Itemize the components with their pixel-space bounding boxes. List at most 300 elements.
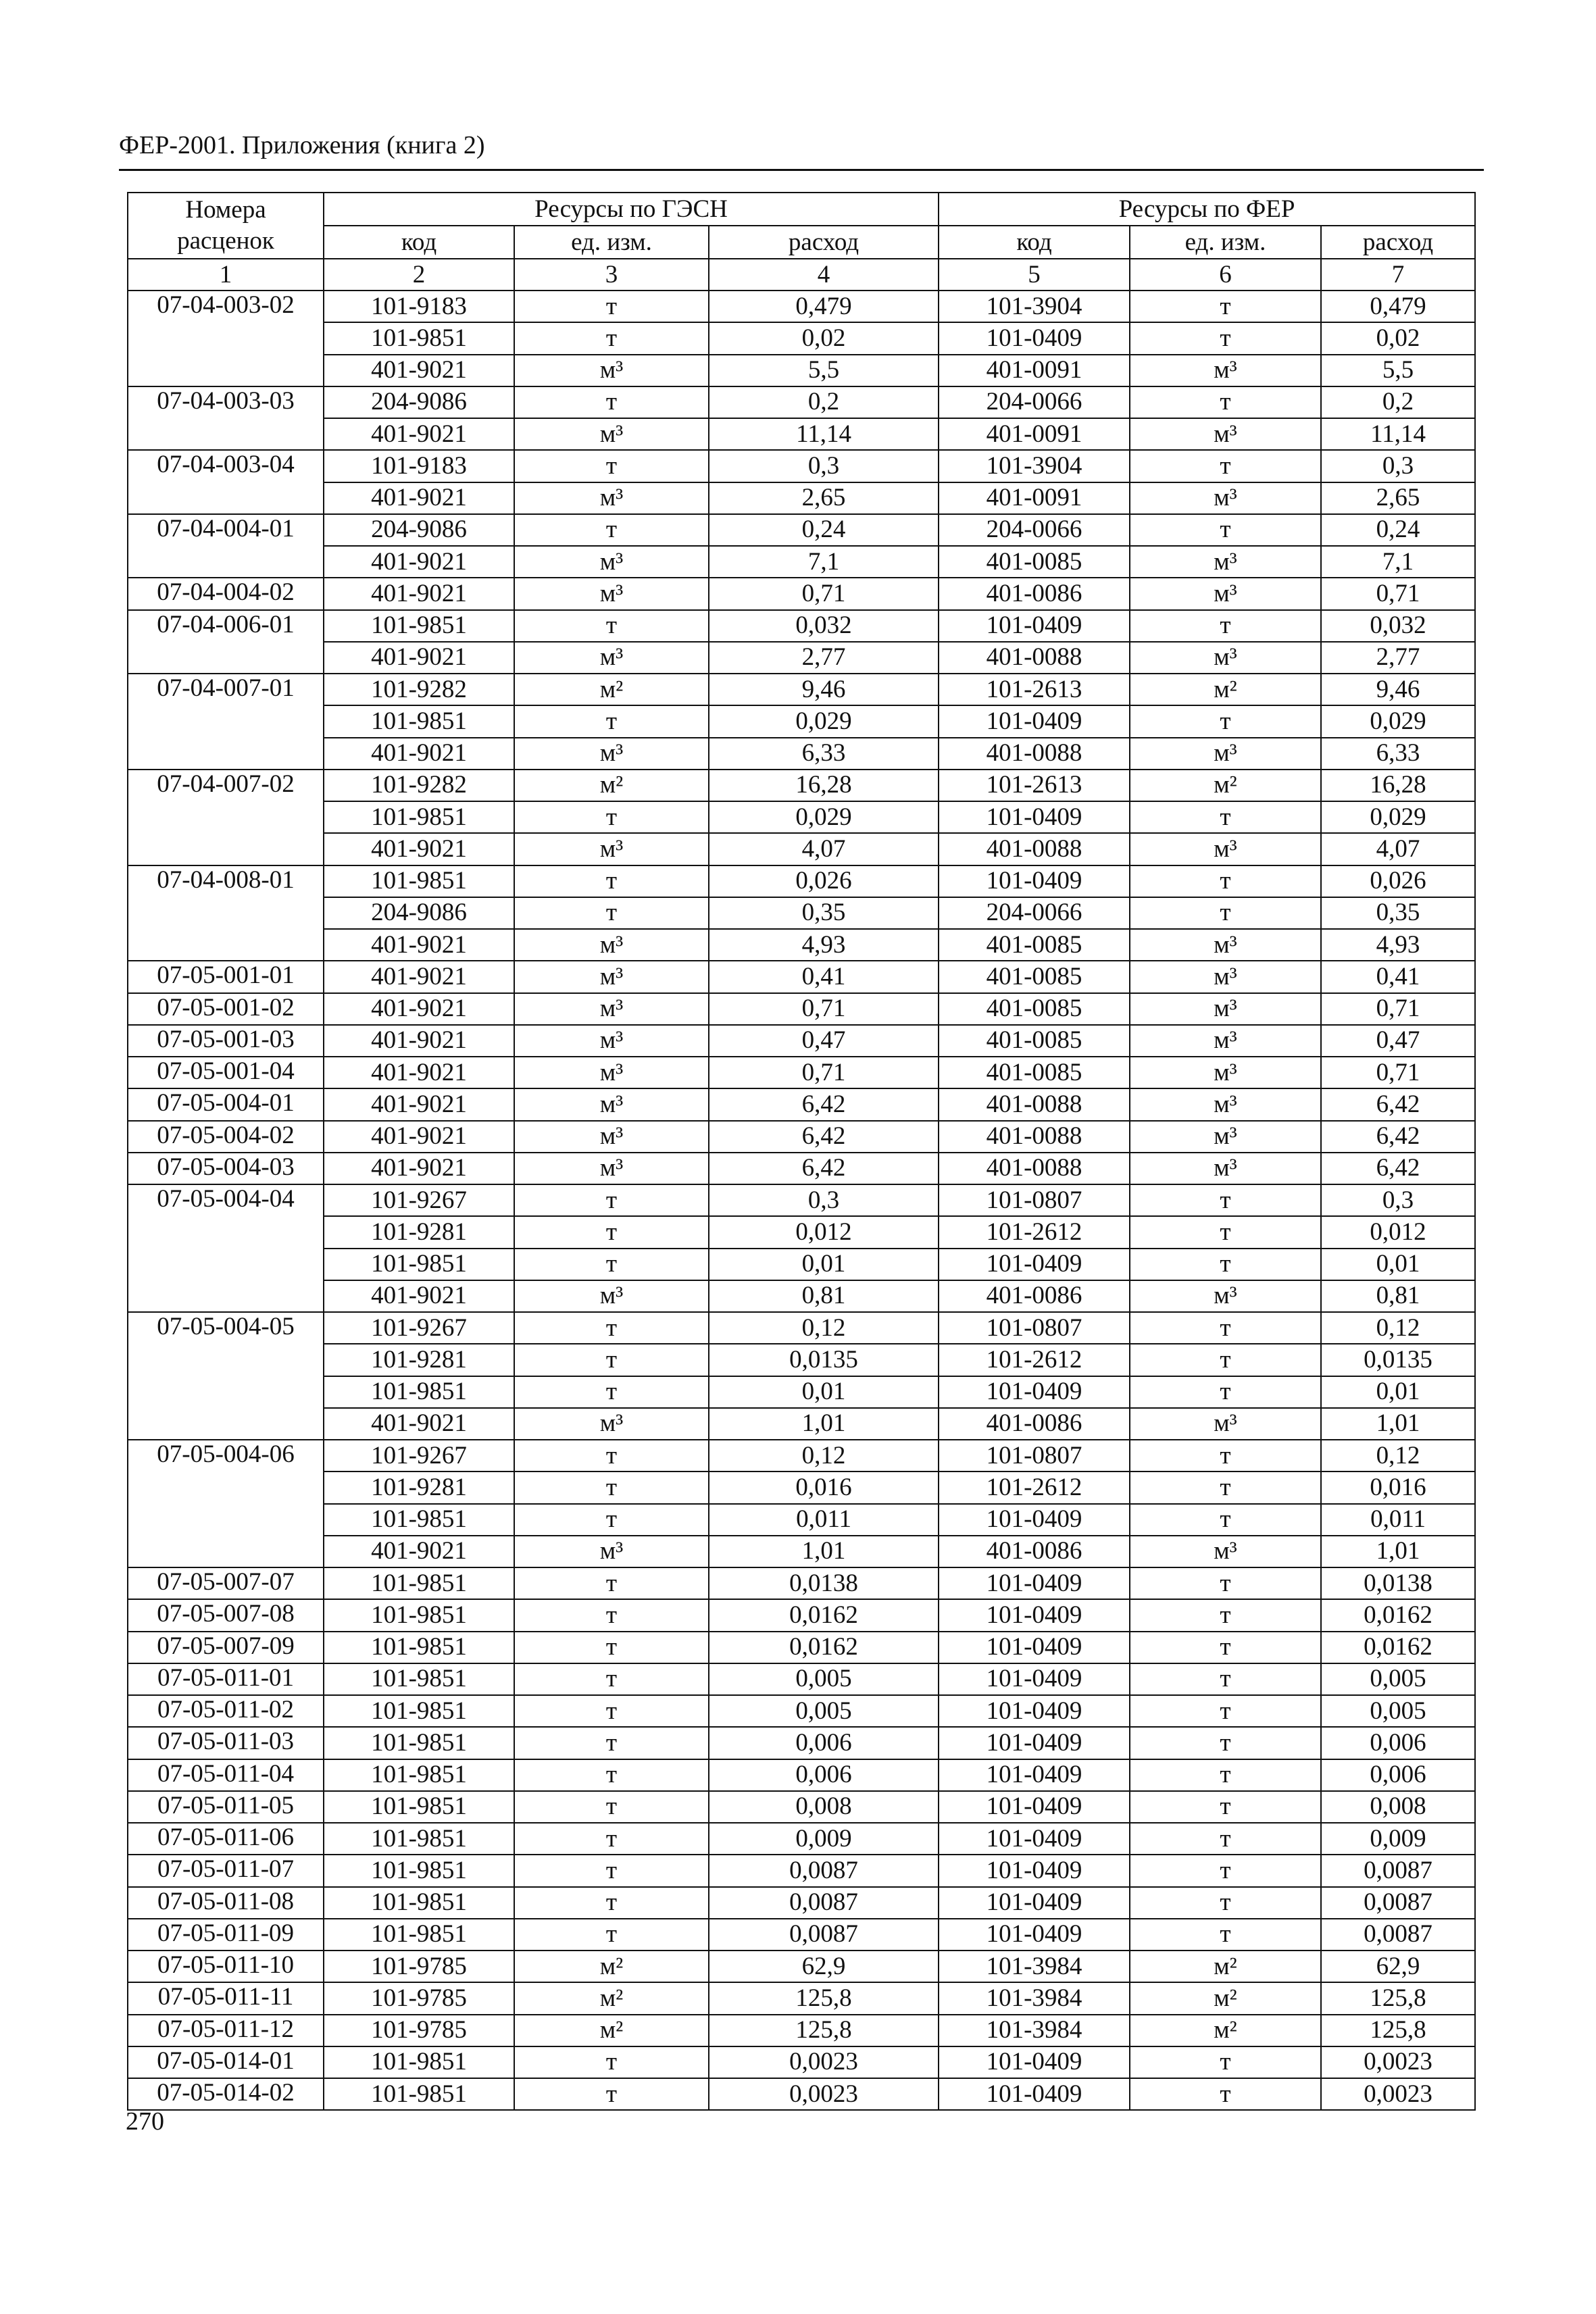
gesn-unit-cell: т [514,1344,709,1376]
gesn-code-cell: 401-9021 [324,993,514,1025]
table-row [128,1472,1475,1503]
fer-amount-cell: 0,009 [1321,1823,1475,1855]
fer-code-cell: 401-0088 [939,833,1130,865]
gesn-code-cell: 101-9281 [324,1216,514,1248]
fer-code-cell: 101-0807 [939,1312,1130,1344]
fer-unit-cell: м³ [1130,546,1321,578]
fer-code-cell: 204-0066 [939,514,1130,546]
table-row [128,1216,1475,1248]
fer-unit-cell: т [1130,450,1321,482]
fer-code-cell: 101-0409 [939,1599,1130,1631]
gesn-amount-cell: 0,24 [709,514,939,546]
table-row [128,1982,1475,2014]
gesn-amount-cell: 0,006 [709,1727,939,1759]
table-row [128,450,1475,482]
fer-amount-cell: 0,029 [1321,801,1475,833]
gesn-unit-cell: м³ [514,1025,709,1057]
fer-unit-cell: м² [1130,2015,1321,2046]
table-row [128,418,1475,450]
gesn-unit-cell: м³ [514,578,709,609]
gesn-amount-cell: 0,005 [709,1663,939,1695]
gesn-code-cell: 101-9851 [324,2046,514,2078]
gesn-unit-cell: т [514,1599,709,1631]
header-fer-code: код [939,226,1130,259]
fer-amount-cell: 9,46 [1321,674,1475,705]
fer-code-cell: 401-0088 [939,1088,1130,1120]
gesn-unit-cell: м³ [514,642,709,674]
fer-unit-cell: м³ [1130,961,1321,992]
fer-unit-cell: т [1130,1344,1321,1376]
gesn-unit-cell: т [514,1472,709,1503]
gesn-amount-cell: 2,77 [709,642,939,674]
fer-code-cell: 101-3984 [939,1951,1130,1982]
gesn-amount-cell: 0,032 [709,610,939,642]
gesn-amount-cell: 0,0023 [709,2046,939,2078]
fer-unit-cell: м³ [1130,482,1321,514]
table-row [128,1504,1475,1536]
rate-number-cell: 07-05-011-04 [128,1759,324,1791]
rate-number-cell: 07-05-004-05 [128,1312,324,1440]
table-row [128,1312,1475,1344]
table-row [128,1025,1475,1057]
gesn-code-cell: 401-9021 [324,1153,514,1184]
gesn-code-cell: 401-9021 [324,578,514,609]
gesn-code-cell: 101-9851 [324,1727,514,1759]
gesn-amount-cell: 1,01 [709,1536,939,1567]
fer-unit-cell: т [1130,1599,1321,1631]
fer-amount-cell: 0,71 [1321,993,1475,1025]
fer-code-cell: 401-0085 [939,1057,1130,1088]
fer-unit-cell: т [1130,897,1321,929]
gesn-amount-cell: 0,006 [709,1759,939,1791]
gesn-unit-cell: т [514,514,709,546]
rate-number-cell: 07-05-004-04 [128,1184,324,1312]
fer-code-cell: 101-2612 [939,1216,1130,1248]
fer-amount-cell: 6,42 [1321,1121,1475,1153]
gesn-amount-cell: 0,71 [709,578,939,609]
fer-unit-cell: т [1130,1887,1321,1919]
fer-unit-cell: т [1130,801,1321,833]
column-numbers-row [128,259,1475,291]
gesn-code-cell: 401-9021 [324,1057,514,1088]
table-row [128,738,1475,770]
gesn-unit-cell: т [514,1855,709,1886]
fer-amount-cell: 125,8 [1321,2015,1475,2046]
gesn-code-cell: 401-9021 [324,1408,514,1440]
fer-amount-cell: 7,1 [1321,546,1475,578]
gesn-unit-cell: т [514,1184,709,1216]
fer-unit-cell: м³ [1130,833,1321,865]
gesn-code-cell: 401-9021 [324,961,514,992]
gesn-amount-cell: 0,47 [709,1025,939,1057]
fer-amount-cell: 0,005 [1321,1663,1475,1695]
gesn-code-cell: 101-9851 [324,865,514,897]
gesn-unit-cell: т [514,291,709,322]
gesn-amount-cell: 0,029 [709,801,939,833]
gesn-unit-cell: т [514,1791,709,1823]
gesn-amount-cell: 0,3 [709,450,939,482]
rate-number-cell: 07-05-011-12 [128,2015,324,2046]
fer-amount-cell: 0,41 [1321,961,1475,992]
fer-amount-cell: 6,33 [1321,738,1475,770]
fer-code-cell: 101-2612 [939,1472,1130,1503]
rate-number-cell: 07-05-001-01 [128,961,324,992]
fer-code-cell: 101-3904 [939,291,1130,322]
fer-code-cell: 101-0409 [939,322,1130,354]
fer-amount-cell: 0,008 [1321,1791,1475,1823]
fer-code-cell: 101-3984 [939,1982,1130,2014]
fer-unit-cell: м² [1130,1951,1321,1982]
gesn-unit-cell: т [514,1249,709,1280]
gesn-unit-cell: м³ [514,482,709,514]
gesn-amount-cell: 0,0162 [709,1632,939,1663]
gesn-unit-cell: т [514,322,709,354]
table-row [128,482,1475,514]
gesn-amount-cell: 125,8 [709,2015,939,2046]
rate-number-cell: 07-05-011-05 [128,1791,324,1823]
gesn-unit-cell: т [514,865,709,897]
table-row [128,1088,1475,1120]
fer-code-cell: 101-0409 [939,1919,1130,1951]
gesn-amount-cell: 0,2 [709,386,939,418]
fer-unit-cell: м³ [1130,642,1321,674]
fer-amount-cell: 6,42 [1321,1153,1475,1184]
table-row [128,961,1475,992]
fer-code-cell: 101-0409 [939,865,1130,897]
fer-unit-cell: т [1130,1504,1321,1536]
gesn-amount-cell: 1,01 [709,1408,939,1440]
gesn-amount-cell: 0,0135 [709,1344,939,1376]
fer-amount-cell: 0,479 [1321,291,1475,322]
fer-unit-cell: т [1130,865,1321,897]
table-row [128,578,1475,609]
fer-amount-cell: 0,0138 [1321,1567,1475,1599]
rate-number-cell: 07-04-003-02 [128,291,324,386]
gesn-amount-cell: 0,41 [709,961,939,992]
rate-number-cell: 07-05-011-10 [128,1951,324,1982]
gesn-unit-cell: т [514,450,709,482]
fer-unit-cell: т [1130,1823,1321,1855]
gesn-amount-cell: 0,012 [709,1216,939,1248]
fer-code-cell: 101-0409 [939,1663,1130,1695]
fer-code-cell: 401-0085 [939,546,1130,578]
fer-amount-cell: 0,81 [1321,1280,1475,1312]
fer-code-cell: 401-0091 [939,482,1130,514]
gesn-code-cell: 204-9086 [324,386,514,418]
gesn-code-cell: 101-9851 [324,322,514,354]
fer-amount-cell: 0,0087 [1321,1919,1475,1951]
rate-number-cell: 07-05-007-08 [128,1599,324,1631]
gesn-unit-cell: т [514,2078,709,2110]
gesn-code-cell: 101-9851 [324,1919,514,1951]
gesn-code-cell: 401-9021 [324,1121,514,1153]
gesn-unit-cell: м³ [514,1536,709,1567]
fer-amount-cell: 6,42 [1321,1088,1475,1120]
gesn-code-cell: 204-9086 [324,514,514,546]
page-number: 270 [126,2107,164,2136]
gesn-code-cell: 401-9021 [324,738,514,770]
gesn-code-cell: 101-9267 [324,1440,514,1472]
fer-code-cell: 101-0409 [939,1249,1130,1280]
gesn-amount-cell: 0,71 [709,993,939,1025]
fer-amount-cell: 0,0162 [1321,1599,1475,1631]
gesn-unit-cell: м² [514,1982,709,2014]
fer-unit-cell: м³ [1130,1408,1321,1440]
gesn-amount-cell: 0,029 [709,705,939,737]
header-divider [119,169,1484,171]
gesn-amount-cell: 0,016 [709,1472,939,1503]
gesn-amount-cell: 6,33 [709,738,939,770]
gesn-code-cell: 101-9851 [324,1695,514,1727]
gesn-unit-cell: м³ [514,1057,709,1088]
table-row [128,2046,1475,2078]
gesn-unit-cell: м³ [514,961,709,992]
fer-unit-cell: т [1130,1695,1321,1727]
gesn-unit-cell: м³ [514,418,709,450]
rate-number-cell: 07-05-014-01 [128,2046,324,2078]
fer-amount-cell: 0,012 [1321,1216,1475,1248]
fer-code-cell: 401-0086 [939,1408,1130,1440]
gesn-unit-cell: т [514,386,709,418]
gesn-unit-cell: т [514,1695,709,1727]
gesn-amount-cell: 0,01 [709,1249,939,1280]
gesn-amount-cell: 0,0087 [709,1887,939,1919]
table-row [128,897,1475,929]
gesn-amount-cell: 0,0023 [709,2078,939,2110]
rate-number-cell: 07-04-007-02 [128,770,324,865]
fer-code-cell: 401-0091 [939,355,1130,386]
gesn-unit-cell: м³ [514,1088,709,1120]
table-row [128,1153,1475,1184]
gesn-unit-cell: т [514,1504,709,1536]
fer-unit-cell: т [1130,1727,1321,1759]
gesn-amount-cell: 0,02 [709,322,939,354]
rate-number-cell: 07-05-011-07 [128,1855,324,1886]
header-gesn-code: код [324,226,514,259]
header-fer-amount: расход [1321,226,1475,259]
gesn-code-cell: 101-9851 [324,1567,514,1599]
fer-code-cell: 101-3904 [939,450,1130,482]
gesn-unit-cell: м² [514,1951,709,1982]
gesn-code-cell: 401-9021 [324,1536,514,1567]
fer-amount-cell: 0,0087 [1321,1887,1475,1919]
gesn-code-cell: 401-9021 [324,418,514,450]
gesn-amount-cell: 0,008 [709,1791,939,1823]
gesn-code-cell: 101-9851 [324,1376,514,1408]
table-row [128,1344,1475,1376]
gesn-amount-cell: 0,479 [709,291,939,322]
gesn-unit-cell: м³ [514,1153,709,1184]
column-number: 3 [514,259,709,291]
gesn-amount-cell: 0,011 [709,1504,939,1536]
gesn-code-cell: 101-9851 [324,1823,514,1855]
fer-code-cell: 101-0409 [939,610,1130,642]
gesn-code-cell: 401-9021 [324,929,514,961]
fer-amount-cell: 1,01 [1321,1536,1475,1567]
fer-amount-cell: 0,029 [1321,705,1475,737]
gesn-amount-cell: 4,07 [709,833,939,865]
gesn-amount-cell: 6,42 [709,1153,939,1184]
fer-code-cell: 101-2612 [939,1344,1130,1376]
gesn-amount-cell: 0,35 [709,897,939,929]
fer-amount-cell: 2,65 [1321,482,1475,514]
fer-unit-cell: м³ [1130,993,1321,1025]
fer-code-cell: 204-0066 [939,897,1130,929]
fer-code-cell: 401-0088 [939,1153,1130,1184]
gesn-code-cell: 101-9785 [324,2015,514,2046]
gesn-unit-cell: т [514,2046,709,2078]
table-row [128,705,1475,737]
table-row [128,1536,1475,1567]
fer-amount-cell: 0,35 [1321,897,1475,929]
fer-unit-cell: м³ [1130,355,1321,386]
rate-number-cell: 07-05-011-11 [128,1982,324,2014]
fer-amount-cell: 5,5 [1321,355,1475,386]
fer-code-cell: 101-0807 [939,1440,1130,1472]
table-row [128,833,1475,865]
fer-amount-cell: 0,47 [1321,1025,1475,1057]
gesn-code-cell: 401-9021 [324,833,514,865]
fer-unit-cell: т [1130,2078,1321,2110]
rate-number-cell: 07-05-004-06 [128,1440,324,1567]
fer-amount-cell: 0,016 [1321,1472,1475,1503]
gesn-unit-cell: т [514,1823,709,1855]
gesn-code-cell: 101-9851 [324,1855,514,1886]
fer-amount-cell: 0,011 [1321,1504,1475,1536]
gesn-amount-cell: 0,026 [709,865,939,897]
fer-code-cell: 101-0409 [939,1791,1130,1823]
table-row [128,1440,1475,1472]
fer-code-cell: 101-3984 [939,2015,1130,2046]
table-row [128,1791,1475,1823]
fer-amount-cell: 11,14 [1321,418,1475,450]
gesn-code-cell: 101-9851 [324,1791,514,1823]
fer-amount-cell: 0,3 [1321,1184,1475,1216]
column-number: 5 [939,259,1130,291]
page-header-title: ФЕР-2001. Приложения (книга 2) [119,131,485,159]
gesn-amount-cell: 6,42 [709,1088,939,1120]
fer-code-cell: 101-0409 [939,705,1130,737]
gesn-amount-cell: 0,01 [709,1376,939,1408]
fer-code-cell: 101-0409 [939,1632,1130,1663]
table-row [128,1567,1475,1599]
rate-number-cell: 07-04-004-01 [128,514,324,578]
gesn-code-cell: 401-9021 [324,1088,514,1120]
table-row [128,1376,1475,1408]
gesn-amount-cell: 0,0087 [709,1919,939,1951]
fer-amount-cell: 0,02 [1321,322,1475,354]
table-row [128,1408,1475,1440]
gesn-unit-cell: м² [514,2015,709,2046]
gesn-code-cell: 101-9851 [324,1599,514,1631]
fer-code-cell: 401-0091 [939,418,1130,450]
gesn-unit-cell: м³ [514,1121,709,1153]
fer-unit-cell: т [1130,1791,1321,1823]
fer-amount-cell: 125,8 [1321,1982,1475,2014]
gesn-unit-cell: м² [514,770,709,801]
rate-number-cell: 07-04-004-02 [128,578,324,609]
gesn-unit-cell: т [514,1632,709,1663]
gesn-amount-cell: 9,46 [709,674,939,705]
gesn-unit-cell: т [514,1887,709,1919]
fer-code-cell: 401-0088 [939,738,1130,770]
fer-code-cell: 401-0085 [939,961,1130,992]
fer-code-cell: 401-0086 [939,1280,1130,1312]
gesn-amount-cell: 0,0138 [709,1567,939,1599]
gesn-amount-cell: 0,81 [709,1280,939,1312]
gesn-code-cell: 101-9851 [324,1504,514,1536]
gesn-code-cell: 401-9021 [324,355,514,386]
fer-code-cell: 401-0085 [939,929,1130,961]
gesn-amount-cell: 0,3 [709,1184,939,1216]
fer-unit-cell: т [1130,1440,1321,1472]
gesn-unit-cell: т [514,897,709,929]
fer-code-cell: 204-0066 [939,386,1130,418]
rate-number-cell: 07-05-007-09 [128,1632,324,1663]
fer-unit-cell: т [1130,705,1321,737]
fer-amount-cell: 0,01 [1321,1249,1475,1280]
fer-code-cell: 101-0409 [939,1727,1130,1759]
gesn-unit-cell: т [514,1216,709,1248]
fer-amount-cell: 0,0023 [1321,2078,1475,2110]
gesn-code-cell: 101-9282 [324,674,514,705]
fer-unit-cell: т [1130,1249,1321,1280]
fer-unit-cell: т [1130,1376,1321,1408]
gesn-amount-cell: 125,8 [709,1982,939,2014]
fer-amount-cell: 1,01 [1321,1408,1475,1440]
rate-number-cell: 07-05-011-09 [128,1919,324,1951]
fer-amount-cell: 0,0162 [1321,1632,1475,1663]
gesn-amount-cell: 0,0162 [709,1599,939,1631]
rate-number-cell: 07-05-004-03 [128,1153,324,1184]
table-row [128,929,1475,961]
fer-amount-cell: 0,026 [1321,865,1475,897]
fer-unit-cell: т [1130,1184,1321,1216]
table-row [128,1727,1475,1759]
gesn-unit-cell: т [514,1663,709,1695]
gesn-amount-cell: 62,9 [709,1951,939,1982]
fer-unit-cell: т [1130,1663,1321,1695]
fer-code-cell: 401-0086 [939,578,1130,609]
gesn-amount-cell: 0,71 [709,1057,939,1088]
gesn-unit-cell: м³ [514,929,709,961]
fer-amount-cell: 62,9 [1321,1951,1475,1982]
rate-number-cell: 07-05-011-06 [128,1823,324,1855]
fer-amount-cell: 0,24 [1321,514,1475,546]
gesn-code-cell: 101-9851 [324,1663,514,1695]
gesn-unit-cell: м³ [514,993,709,1025]
fer-unit-cell: т [1130,322,1321,354]
table-row [128,1121,1475,1153]
gesn-code-cell: 101-9183 [324,291,514,322]
rate-number-cell: 07-05-001-03 [128,1025,324,1057]
fer-unit-cell: т [1130,1759,1321,1791]
gesn-code-cell: 101-9851 [324,801,514,833]
rate-number-cell: 07-05-011-03 [128,1727,324,1759]
fer-unit-cell: т [1130,610,1321,642]
table-row [128,1184,1475,1216]
gesn-code-cell: 101-9785 [324,1951,514,1982]
fer-unit-cell: т [1130,386,1321,418]
fer-unit-cell: т [1130,2046,1321,2078]
fer-unit-cell: т [1130,291,1321,322]
gesn-amount-cell: 0,009 [709,1823,939,1855]
fer-unit-cell: м² [1130,1982,1321,2014]
fer-code-cell: 101-0409 [939,1504,1130,1536]
gesn-code-cell: 204-9086 [324,897,514,929]
fer-amount-cell: 0,0023 [1321,2046,1475,2078]
rate-number-cell: 07-04-003-03 [128,386,324,451]
